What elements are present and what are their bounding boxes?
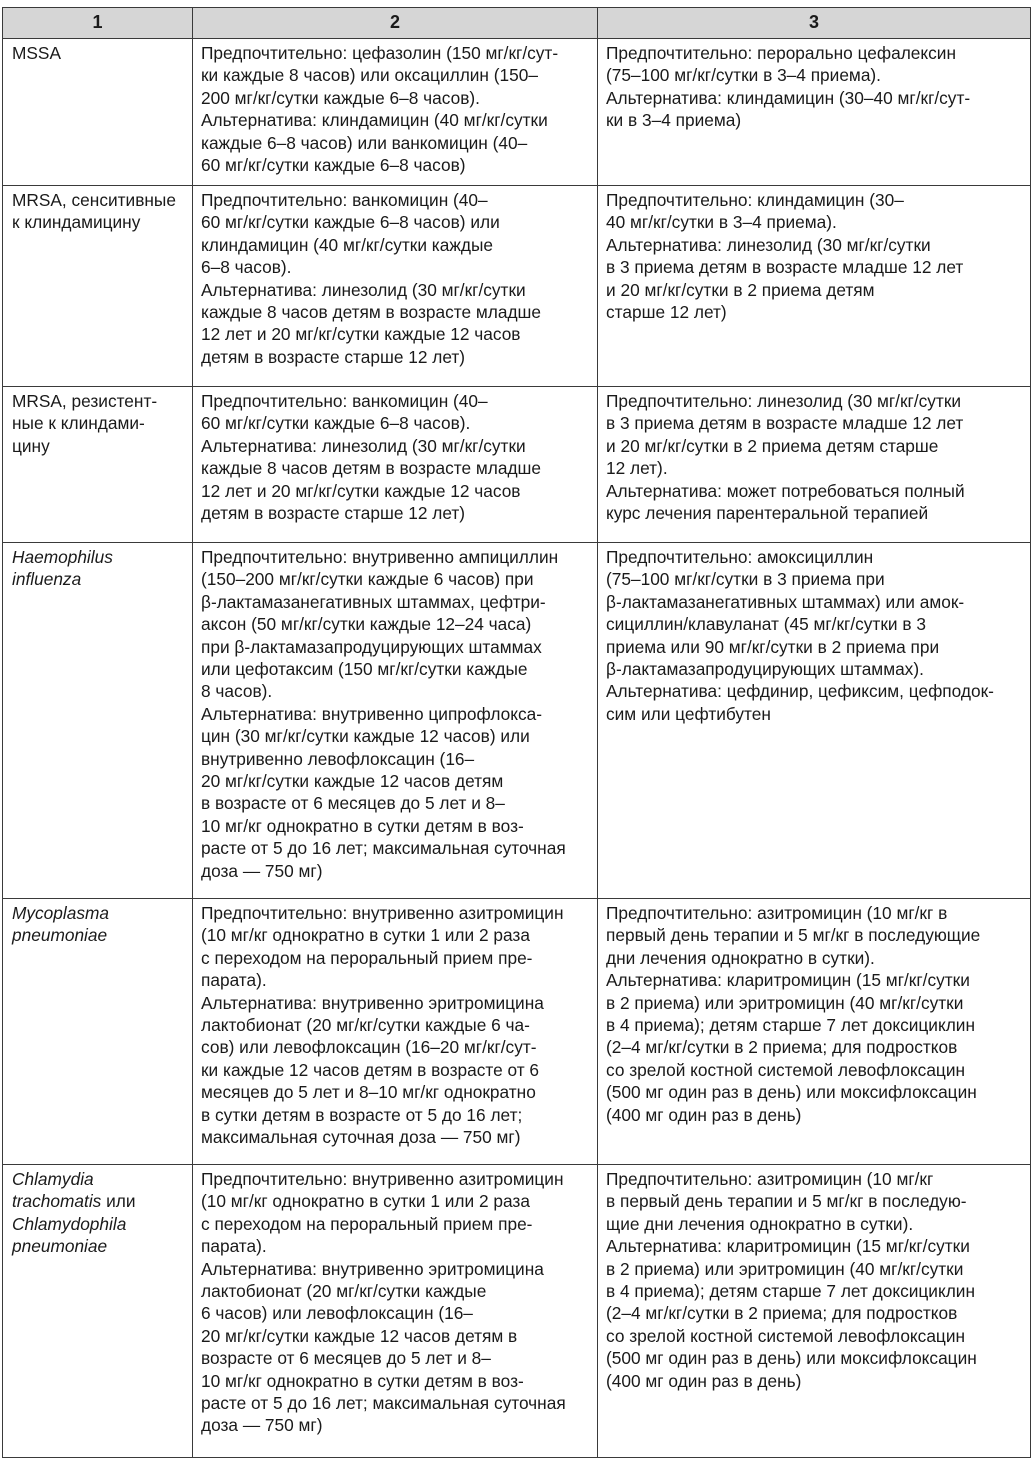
text-line: Альтернатива: линезолид (30 мг/кг/сутки [606,234,931,255]
text-line: доза — 750 мг) [201,1415,323,1436]
text-line: дни лечения однократно в сутки). [606,947,875,968]
table-row [3,186,1031,387]
text-line: в 2 приема) или эритромицин (40 мг/кг/сутки [606,992,964,1013]
text-line: 10 мг/кг однократно в сутки детям в воз- [201,1370,524,1391]
text-line: сициллин/клавуланат (45 мг/кг/сутки в 3 [606,614,926,635]
text-line: Предпочтительно: внутривенно ампициллин [201,547,559,567]
table-row [3,39,1031,186]
text-line: (400 мг один раз в день) [606,1104,802,1125]
text-line: Альтернатива: внутривенно эритромицина [201,992,544,1013]
text-line: (400 мг один раз в день) [606,1370,802,1391]
text-line: 10 мг/кг однократно в сутки детям в воз- [201,815,524,836]
iv-therapy-cell [193,1165,598,1458]
text-line: Альтернатива: клиндамицин (40 мг/кг/сутки [201,110,548,131]
pathogen-cell [3,186,193,387]
text-line: сов) или левофлоксацин (16–20 мг/кг/сут- [201,1037,537,1058]
text-line: расте от 5 до 16 лет; максимальная суточная [201,1393,566,1414]
text-line: и 20 мг/кг/сутки в 2 приема детям старше [606,435,939,456]
text-line: и 20 мг/кг/сутки в 2 приема детям [606,279,875,300]
text-line: в 4 приема); детям старше 7 лет доксициклин [606,1015,975,1036]
text-line: детям в возрасте старше 12 лет) [201,346,466,367]
iv-therapy-cell [193,899,598,1165]
pathogen-line: ные к клиндами- [12,413,145,434]
pathogen-line: Mycoplasma [12,903,109,923]
text-line: Альтернатива: клиндамицин (30–40 мг/кг/сут- [606,87,971,108]
text-line: каждые 8 часов детям в возрасте младше [201,302,541,323]
text-line: курс лечения парентеральной терапией [606,503,929,524]
text-line: в 3 приема детям в возрасте младше 12 лет [606,413,964,434]
text-line: в первый день терапии и 5 мг/кг в последую- [606,1191,967,1212]
text-line: возрасте от 6 месяцев до 5 лет и 8– [201,1348,491,1369]
text-line: 6 часов) или левофлоксацин (16– [201,1303,473,1324]
header-col-3: 3 [598,8,1031,39]
pathogen-line: MSSA [12,43,61,63]
text-line: старше 12 лет) [606,302,727,323]
text-line: сим или цефтибутен [606,703,771,724]
text-line: 200 мг/кг/сутки каждые 6–8 часов). [201,87,480,108]
text-line: Предпочтительно: внутривенно азитромицин [201,903,564,923]
text-line: Предпочтительно: ванкомицин (40– [201,190,488,210]
text-line: Предпочтительно: клиндамицин (30– [606,190,904,210]
text-line: (10 мг/кг однократно в сутки 1 или 2 раза [201,925,530,946]
treatment-table [2,7,1031,1458]
pathogen-species: trachomatis [12,1191,102,1212]
text-line: Альтернатива: линезолид (30 мг/кг/сутки [201,435,526,456]
text-line: первый день терапии и 5 мг/кг в последующие [606,925,981,946]
pathogen-line: MRSA, сенситивные [12,190,176,210]
table-row [3,899,1031,1165]
text-line: каждые 8 часов детям в возрасте младше [201,458,541,479]
header-col-2: 2 [193,8,598,39]
text-line: Предпочтительно: линезолид (30 мг/кг/сутки [606,391,962,411]
pathogen-line: pneumoniae [12,925,108,946]
text-line: в 4 приема); детям старше 7 лет доксициклин [606,1281,975,1302]
pathogen-line: цину [12,435,50,456]
iv-therapy-cell [193,186,598,387]
text-line: лактобионат (20 мг/кг/сутки каждые [201,1281,487,1302]
text-line: 12 лет и 20 мг/кг/сутки каждые 12 часов [201,480,521,501]
text-line: 12 лет). [606,458,668,479]
text-line: β-лактамазапродуцирующих штаммах). [606,659,924,680]
text-line: каждые 6–8 часов) или ванкомицин (40– [201,132,528,153]
pathogen-cell [3,899,193,1165]
table-row [3,1165,1031,1458]
iv-therapy-cell [193,39,598,186]
text-line: Предпочтительно: азитромицин (10 мг/кг в [606,903,948,923]
text-line: Альтернатива: внутривенно эритромицина [201,1258,544,1279]
header-col-1: 1 [3,8,193,39]
iv-therapy-cell [193,543,598,899]
text-line: приема или 90 мг/кг/сутки в 2 приема при [606,636,940,657]
text-line: ки в 3–4 приема) [606,110,742,131]
text-line: 60 мг/кг/сутки каждые 6–8 часов) или [201,212,500,233]
text-line: или цефотаксим (150 мг/кг/сутки каждые [201,659,528,680]
text-line: Альтернатива: может потребоваться полный [606,480,965,501]
text-line: ки каждые 12 часов детям в возрасте от 6 [201,1059,540,1080]
text-line: с переходом на пероральный прием пре- [201,1213,533,1234]
pathogen-mixed: trachomatis или [12,1191,136,1212]
text-line: Предпочтительно: азитромицин (10 мг/кг [606,1169,934,1189]
text-line: 20 мг/кг/сутки каждые 12 часов детям [201,771,504,792]
oral-therapy-cell [598,186,1031,387]
text-line: парата). [201,1236,267,1257]
text-line: со зрелой костной системой левофлоксацин [606,1059,966,1080]
table-row [3,543,1031,899]
text-line: в 3 приема детям в возрасте младше 12 лет [606,257,964,278]
text-line: (75–100 мг/кг/сутки в 3–4 приема). [606,65,881,86]
text-line: клиндамицин (40 мг/кг/сутки каждые [201,234,494,255]
text-line: максимальная суточная доза — 750 мг) [201,1127,521,1148]
oral-therapy-cell [598,1165,1031,1458]
text-line: (500 мг один раз в день) или моксифлоксацин [606,1082,977,1103]
pathogen-line [12,1168,184,1190]
text-line: 8 часов). [201,681,273,702]
text-line: Предпочтительно: ванкомицин (40– [201,391,488,411]
text-line: парата). [201,970,267,991]
text-line: Предпочтительно: перорально цефалексин [606,43,956,63]
pathogen-line: Haemophilus [12,547,113,567]
text-line: аксон (50 мг/кг/сутки каждые 12–24 часа) [201,614,532,635]
text-line: Альтернатива: цефдинир, цефиксим, цефподок- [606,681,994,702]
text-line: в сутки детям в возрасте от 5 до 16 лет; [201,1104,523,1125]
oral-therapy-cell [598,543,1031,899]
text-line: расте от 5 до 16 лет; максимальная суточная [201,838,566,859]
text-line: Альтернатива: внутривенно ципрофлокса- [201,703,543,724]
text-line: с переходом на пероральный прием пре- [201,947,533,968]
text-line: при β-лактамазапродуцирующих штаммах [201,636,542,657]
text-line: (150–200 мг/кг/сутки каждые 6 часов) при [201,569,534,590]
text-line: (2–4 мг/кг/сутки в 2 приема; для подростков [606,1037,958,1058]
pathogen-line: MRSA, резистент- [12,391,158,411]
pathogen-line: Chlamydophila [12,1213,127,1234]
text-line: Альтернатива: линезолид (30 мг/кг/сутки [201,279,526,300]
pathogen-cell [3,387,193,543]
oral-therapy-cell [598,899,1031,1165]
text-line: месяцев до 5 лет и 8–10 мг/кг однократно [201,1082,536,1103]
text-line: Альтернатива: кларитромицин (15 мг/кг/сутки [606,970,970,991]
text-line: (2–4 мг/кг/сутки в 2 приема; для подростков [606,1303,958,1324]
text-line: 6–8 часов). [201,257,292,278]
text-line: 20 мг/кг/сутки каждые 12 часов детям в [201,1325,518,1346]
pathogen-line: к клиндамицину [12,212,141,233]
text-line: (10 мг/кг однократно в сутки 1 или 2 раза [201,1191,530,1212]
pathogen-line: influenza [12,569,82,590]
header-row [3,8,1031,39]
text-line: доза — 750 мг) [201,860,323,881]
text-line: ки каждые 8 часов) или оксациллин (150– [201,65,538,86]
text-line: Предпочтительно: амоксициллин [606,547,874,567]
text-line: 12 лет и 20 мг/кг/сутки каждые 12 часов [201,324,521,345]
pathogen-genus: Chlamydia [12,1169,94,1189]
text-line: в возрасте от 6 месяцев до 5 лет и 8– [201,793,505,814]
pathogen-cell [3,39,193,186]
table-row [3,387,1031,543]
text-line: детям в возрасте старше 12 лет) [201,503,466,524]
oral-therapy-cell [598,387,1031,543]
text-line: Альтернатива: кларитромицин (15 мг/кг/сутки [606,1236,970,1257]
oral-therapy-cell [598,39,1031,186]
text-line: β-лактамазанегативных штаммах, цефтри- [201,591,546,612]
text-line: в 2 приема) или эритромицин (40 мг/кг/сутки [606,1258,964,1279]
iv-therapy-cell [193,387,598,543]
text-line: 60 мг/кг/сутки каждые 6–8 часов). [201,413,471,434]
text-line: щие дни лечения однократно в сутки). [606,1213,914,1234]
text-line: (75–100 мг/кг/сутки в 3 приема при [606,569,885,590]
text-line: 60 мг/кг/сутки каждые 6–8 часов) [201,155,466,176]
text-line: Предпочтительно: цефазолин (150 мг/кг/сут- [201,43,559,63]
pathogen-cell [3,543,193,899]
text-line: со зрелой костной системой левофлоксацин [606,1325,966,1346]
pathogen-cell [3,1165,193,1458]
text-line: лактобионат (20 мг/кг/сутки каждые 6 ча- [201,1015,530,1036]
text-line: внутривенно левофлоксацин (16– [201,748,475,769]
text-line: цин (30 мг/кг/сутки каждые 12 часов) или [201,726,530,747]
text-line: 40 мг/кг/сутки в 3–4 приема). [606,212,837,233]
pathogen-line: pneumoniae [12,1236,108,1257]
pathogen-line [12,1190,184,1212]
text-line: β-лактамазанегативных штаммах) или амок- [606,591,965,612]
text-line: (500 мг один раз в день) или моксифлоксацин [606,1348,977,1369]
text-line: Предпочтительно: внутривенно азитромицин [201,1169,564,1189]
